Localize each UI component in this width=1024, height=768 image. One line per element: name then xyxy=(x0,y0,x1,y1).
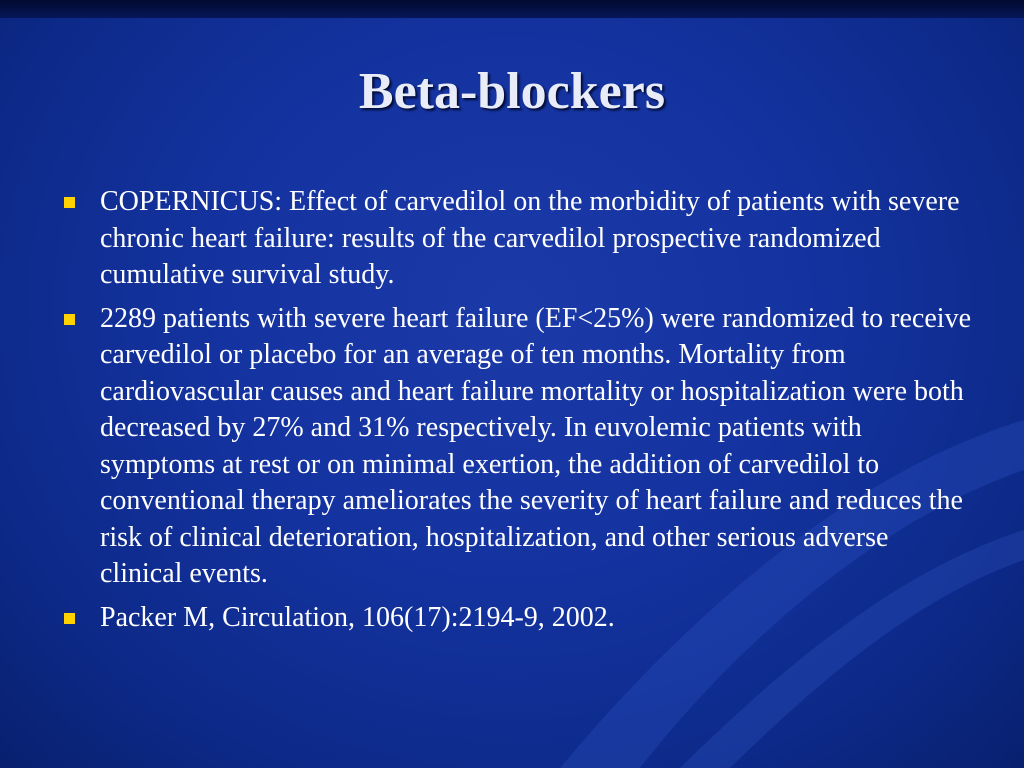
bullet-item xyxy=(62,184,972,294)
bullet-list xyxy=(62,184,972,643)
bullet-text: Packer M, Circulation, 106(17):2194-9, 2002. xyxy=(100,601,615,633)
square-bullet-icon xyxy=(64,613,75,624)
square-bullet-icon xyxy=(64,314,75,325)
bullet-item xyxy=(62,301,972,593)
bullet-text: 2289 patients with severe heart failure (EF<25%) were randomized to receive carvedilol or placebo for an average of ten months. Mortality from cardiovascular causes and heart failure mortality or hospitalization were both decreased by 27% and 31% respectively. In euvolemic patients with symptoms at rest or on minimal exertion, the addition of carvedilol to conventional therapy ameliorates the severity of heart failure and reduces the risk of clinical deterioration, hospitalization, and other serious adverse clinical events. xyxy=(100,302,971,589)
bullet-item xyxy=(62,600,972,637)
square-bullet-icon xyxy=(64,197,75,208)
bullet-text: COPERNICUS: Effect of carvedilol on the morbidity of patients with severe chronic heart failure: results of the carvedilol prospective randomized cumulative survival study. xyxy=(100,186,960,290)
slide-title: Beta-blockers xyxy=(358,63,666,120)
